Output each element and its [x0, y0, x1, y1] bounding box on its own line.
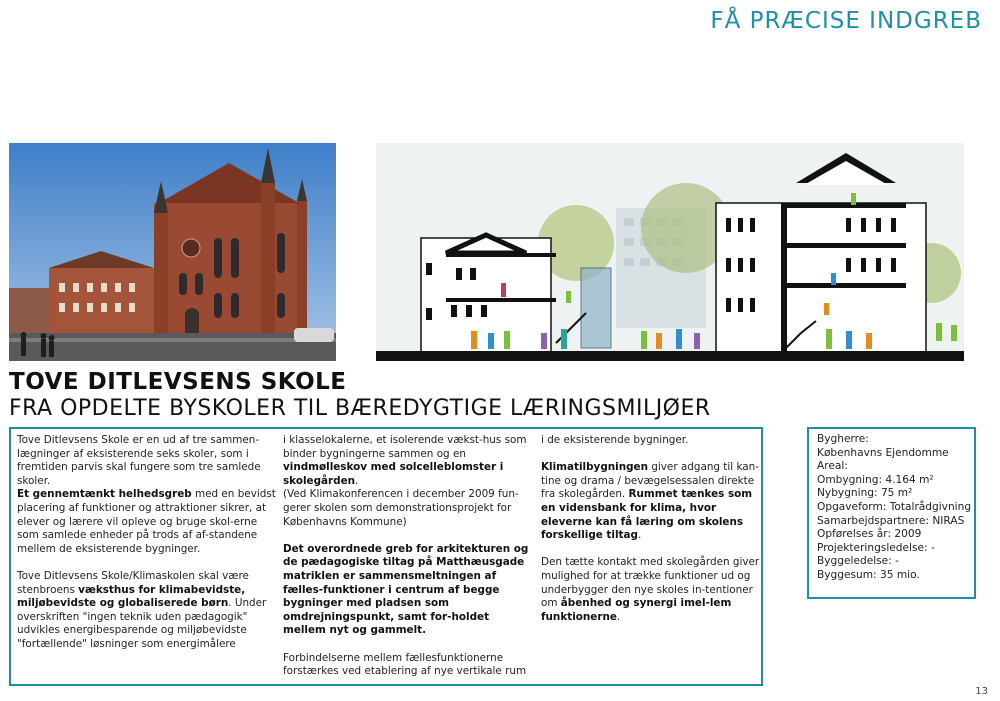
headline-subtitle: FRA OPDELTE BYSKOLER TIL BÆREDYGTIGE LÆRINGSMILJØER	[9, 396, 711, 421]
info-line: Bygherre:	[817, 433, 869, 445]
headline-school-name: TOVE DITLEVSENS SKOLE	[9, 369, 347, 395]
info-line: Københavns Ejendomme	[817, 446, 949, 459]
info-line: Opgaveform: Totalrådgivning	[817, 500, 972, 513]
text-column-1	[17, 434, 277, 665]
paragraph: i klasselokalerne, et isolerende vækst-hus som binder bygningerne sammen og en vindmølleskov med solcelleblomster i skolegården. (Ved Klimakonferencen i december 2009 fun-gerer skolen som demonstrationsprojekt for Københavns Kommune)	[283, 434, 527, 528]
info-line: Byggesum: 35 mio.	[817, 568, 920, 581]
info-line: Samarbejdspartnere: NIRAS	[817, 514, 965, 527]
paragraph: Tove Ditlevsens Skole er en ud af tre sammen-lægninger af eksisterende seks skoler, som i fremtiden parvis skal fungere som tre samlede skoler. Et gennemtænkt helhedsgreb med en bevidst placering af funktioner og attraktioner sikrer, at elever og lærere vil opleve og bruge skol-erne som samlede enheder på trods af af-standene mellem de eksisterende bygninger.	[17, 434, 276, 555]
info-line: Projekteringsledelse: -	[817, 541, 935, 554]
info-line: Nybygning: 75 m²	[817, 487, 913, 500]
info-line: Areal:	[817, 460, 848, 473]
section-title: FÅ PRÆCISE INDGREB	[710, 8, 982, 34]
info-line: Opførelses år: 2009	[817, 528, 922, 541]
paragraph: Det overordnede greb for arkitekturen og de pædagogiske tiltag på Matthæusgade matriklen er sammensmeltningen af fælles-funktioner i centrum af begge bygninger med pladsen som omdrejningspunkt, samt for-holdet mellem nyt og gammelt.	[283, 542, 529, 637]
paragraph: Klimatilbygningen giver adgang til kan-tine og drama / bevægelsessalen direkte fra skolegården. Rummet tænkes som en vidensbank for klima, hvor eleverne kan få læring om skolens forskellige tiltag.	[541, 461, 759, 542]
info-line: Byggeledelse: -	[817, 555, 899, 568]
text-column-3	[541, 434, 765, 638]
paragraph: Den tætte kontakt med skolegården giver mulighed for at trække funktioner ud og underbygger den nye skoles in-tentioner om åbenhed og synergi imel-lem funktionerne.	[541, 556, 760, 623]
project-info-box	[807, 427, 976, 599]
page-number: 13	[975, 686, 988, 697]
paragraph: i de eksisterende bygninger.	[541, 434, 689, 446]
section-drawing	[376, 143, 964, 361]
paragraph: Tove Ditlevsens Skole/Klimaskolen skal være stenbroens væksthus for klimabevidste, miljøbevidste og globaliserede børn. Under overskriften "ingen teknik uden pædagogik" udvikles energibesparende og miljøbevidste "fortællende" løsninger som energimålere	[17, 569, 267, 650]
text-column-2	[283, 434, 535, 692]
info-line: Ombygning: 4.164 m²	[817, 473, 934, 486]
body-text-box	[9, 427, 763, 686]
school-photo	[9, 143, 336, 361]
paragraph: Forbindelserne mellem fællesfunktionerne forstærkes ved etablering af nye vertikale rum	[283, 651, 527, 678]
